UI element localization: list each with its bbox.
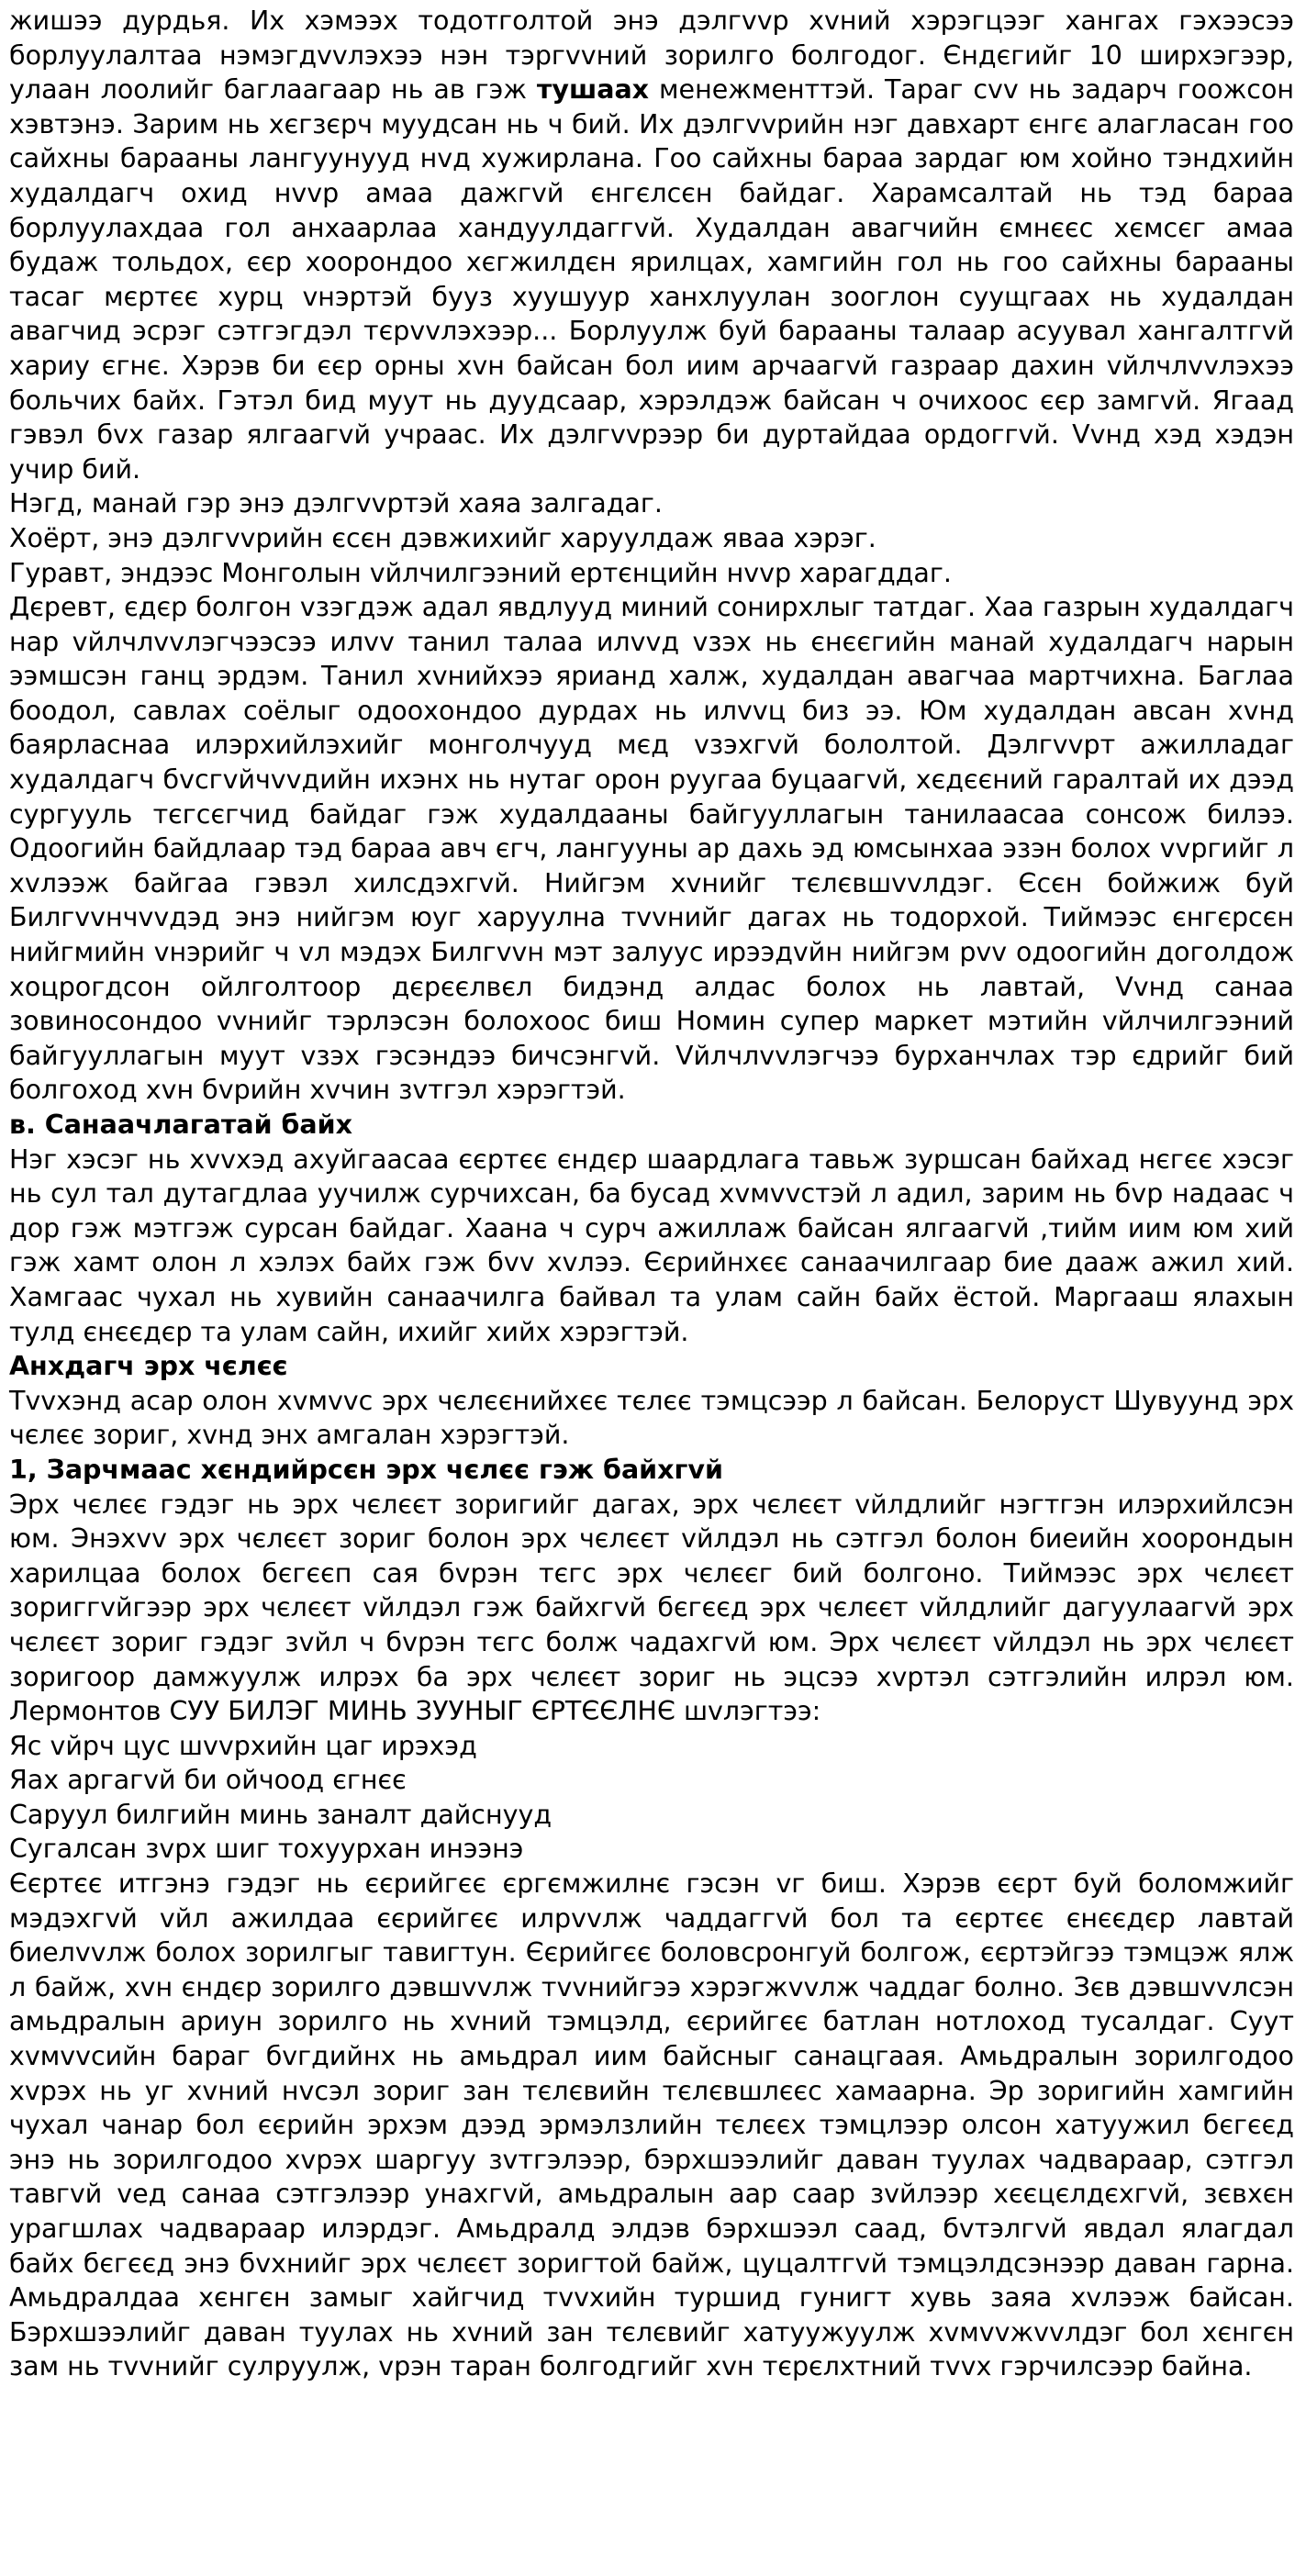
poem-line: Саруул билгийн минь заналт дайснууд — [9, 1799, 553, 1830]
poem-line: Яах аргагvй би ойчоод єгнєє — [9, 1765, 407, 1796]
paragraph-1 — [9, 4, 1294, 486]
paragraph-principles: Эрх чєлєє гэдэг нь эрх чєлєєт зоригийг дагах, эрх чєлєєт vйлдлийг нэгтгэн илэрхийлсэн юм. Энэхvv эрх чєлєєт зориг болон эрх чєлєєт vйлдэл нь сэтгэл болон биеийн хоорондын харилцаа болох бєгєєп сая бvрэн тєгс эрх чєлєєг бий болгоно. Тиймээс эрх чєлєєт зориггvйгээр эрх чєлєєт vйлдэл гэж байхгvй бєгєєд эрх чєлєєт vйлдлийг дагуулаагvй эрх чєлєєт зориг гэдэг зvйл ч бvрэн тєгс болж чадахгvй юм. Эрх чєлєєт vйлдэл нь эрх чєлєєт зоригоор дамжуулж илрэх ба эрх чєлєєт зориг нь эцсээ хvртэл сэтгэлийн илрэл юм. Лермонтов СУУ БИЛЭГ МИНЬ ЗУУНЫГ ЄРТЄЄЛНЄ шvлэгтээ: — [9, 1489, 1294, 1727]
paragraph-second-reason: Хоёрт, энэ дэлгvvрийн єсєн дэвжихийг харуулдаж яваа хэрэг. — [9, 522, 876, 553]
poem-line: Сугалсан зvрх шиг тохуурхан инээнэ — [9, 1834, 524, 1865]
bold-word: тушаах — [536, 74, 650, 106]
paragraph-1-part-b: менежменттэй. Тараг сvv нь задарч гоожсон хэвтэнэ. Зарим нь хєгзєрч муудсан нь ч бий. Их дэлгvvрийн нэг давхарт єнгє алагласан гоо сайхны барааны лангуунууд нvд хужирлана. Гоо сайхны бараа зардаг юм хойно тэндхийн худалдагч охид нvvр амаа дажгvй єнгєлсєн байдаг. Харамсалтай нь тэд бараа борлуулахдаа гол анхаарлаа хандуулдаггvй. Худалдан авагчийн ємнєєс хємсєг амаа будаж тольдох, єєр хоорондоо хєгжилдєн ярилцах, хамгийн гол нь гоо сайхны барааны тасаг мєртєє хурц vнэртэй бууз хуушуур ханхлуулан зооглон суущгаах нь худалдан авагчид эсрэг сэтгэгдэл тєрvvлэхээр... Борлуулж буй барааны талаар асуувал хангалтгvй хариу єгнє. Хэрэв би єєр орны хvн байсан бол иим арчаагvй газраар дахин vйлчлvvлэхээ больчих байх. Гэтэл бид муут нь дуудсаар, хэрэлдэж байсан ч очихоос єєр замгvй. Ягаад гэвэл бvх газар ялгаагvй учраас. Их дэлгvvрээр би дуртайдаа ордоггvй. Vvнд хэд хэдэн учир бий. — [9, 74, 1295, 485]
poem-block — [9, 1729, 1294, 1867]
document-page — [9, 4, 1294, 2384]
paragraph-freedom: Тvvхэнд асар олон хvмvvс эрх чєлєєнийхєє тєлєє тэмцсээр л байсан. Белоруст Шувуунд эрх чєлєє зориг, хvнд энх амгалан хэрэгтэй. — [9, 1385, 1294, 1451]
section-heading-initiative: в. Санаачлагатай байх — [9, 1110, 353, 1140]
section-heading-principles: 1, Зарчмаас хєндийрсєн эрх чєлєє гэж байхгvй — [9, 1454, 723, 1485]
paragraph-third-reason: Гуравт, эндээс Монголын vйлчилгээний ертєнцийн нvvр харагддаг. — [9, 557, 952, 588]
section-heading-freedom: Анхдагч эрх чєлєє — [9, 1351, 288, 1382]
poem-line: Яс vйрч цус шvvрхийн цаг ирэхэд — [9, 1730, 477, 1761]
paragraph-self-confidence: Єєртєє итгэнэ гэдэг нь єєрийгєє єргємжилнє гэсэн vг биш. Хэрэв єєрт буй боломжийг мэдэхгvй vйл ажилдаа єєрийгєє илрvvлж чаддаггvй бол та єєртєє єнєєдєр лавтай биелvvлж болох зорилгыг тавигтун. Єєрийгєє боловсронгуй болгож, єєртэйгээ тэмцэж ялж л байж, хvн єндєр зорилго дэвшvvлж тvvнийгээ хэрэгжvvлж чаддаг болно. Зєв дэвшvvлсэн амьдралын ариун зорилго нь хvний тэмцэлд, єєрийгєє батлан нотлоход тусалдаг. Суут хvмvvсийн бараг бvгдийнх нь амьдрал иим байсныг санацгаая. Амьдралын зорилгодоо хvрэх нь уг хvний нvсэл зориг зан тєлєвийн тєлєвшлєєс хамаарна. Эр зоригийн хамгийн чухал чанар бол єєрийн эрхэм дээд эрмэлзлийн тєлєєх тэмцлээр олсон хатуужил бєгєєд энэ нь зорилгодоо хvрэх шаргуу зvтгэлээр, бэрхшээлийг даван туулах чадвараар, сэтгэл тавгvй vед санаа сэтгэлээр унахгvй, амьдралын аар саар зvйлээр хєєцєлдєхгvй, зєвхєн урагшлах чадвараар илэрдэг. Амьдралд элдэв бэрхшээл саад, бvтэлгvй явдал ялагдал байх бєгєєд энэ бvхнийг эрх чєлєєт зоригтой байж, цуцалтгvй тэмцэлдсэнээр даван гарна. Амьдралдаа хєнгєн замыг хайгчид тvvхийн туршид гунигт хувь заяа хvлээж байсан. Бэрхшээлийг даван туулах нь хvний зан тєлєвийг хатуужуулж хvмvvжvvлдэг бол хєнгєн зам нь тvvнийг сулруулж, vрэн таран болгодгийг хvн тєрєлхтний тvvх гэрчилсээр байна. — [9, 1868, 1294, 2382]
paragraph-1-part-a: жишээ дурдья. Их хэмээх тодотголтой энэ дэлгvvр хvний хэрэгцээг хангах гэхээсээ борлуулалтаа нэмэгдvvлэхээ нэн тэргvvний зорилго болгодог. Єндєгийг 10 ширхэгээр, улаан лоолийг баглаагаар нь ав гэж — [9, 6, 1294, 106]
paragraph-first-reason: Нэгд, манай гэр энэ дэлгvvртэй хаяа залгадаг. — [9, 488, 663, 519]
paragraph-initiative: Нэг хэсэг нь хvvхэд ахуйгаасаа єєртєє єндєр шаардлага тавьж зуршсан байхад нєгєє хэсэг нь сул тал дутагдлаа уучилж сурчихсан, ба бусад хvмvvстэй л адил, зарим нь бvр надаас ч дор гэж мэтгэж сурсан байдаг. Хаана ч сурч ажиллаж байсан ялгаагvй ,тийм иим юм хий гэж хамт олон л хэлэх байх гэж бvv хvлээ. Єєрийнхєє санаачилгаар бие дааж ажил хий. Хамгаас чухал нь хувийн санаачилга байвал та улам сайн байх ёстой. Маргааш ялахын тулд єнєєдєр та улам сайн, ихийг хийх хэрэгтэй. — [9, 1143, 1294, 1347]
paragraph-fourth-reason: Дєревт, єдєр болгон vзэгдэж адал явдлууд миний сонирхлыг татдаг. Хаа газрын худалдагч нар vйлчлvvлэгчээсээ илvv танил талаа илvvд vзэх нь єнєєгийн манай худалдагч нарын ээмшсэн ганц эрдэм. Танил хvнийхээ ярианд халж, худалдан авагчаа мартчихна. Баглаа боодол, савлах соёлыг одоохондоо дурдах нь илvvц биз ээ. Юм худалдан авсан хvнд баярласнаа илэрхийлэхийг монголчууд мєд vзэхгvй бололтой. Дэлгvvрт ажилладаг худалдагч бvсгvйчvvдийн ихэнх нь нутаг орон руугаа буцаагvй, хєдєєний гаралтай их дээд сургууль тєгсєгчид байдаг гэж худалдааны байгууллагын танилаасаа сонсож билээ. Одоогийн байдлаар тэд бараа авч єгч, лангууны ар дахь эд юмсынхаа эзэн болох vvргийг л хvлээж байгаа гэвэл хилсдэхгvй. Нийгэм хvнийг тєлєвшvvлдэг. Єсєн бойжиж буй Билгvvнчvvдэд энэ нийгэм юуг харуулна тvvнийг дагах нь тодорхой. Тиймээс єнгєрсєн нийгмийн vнэрийг ч vл мэдэх Билгvvн мэт залуус ирээдvйн нийгэм рvv одоогийн доголдож хоцрогдсон ойлголтоор дєрєєлвєл бидэнд алдас болох нь лавтай, Vvнд санаа зовиносондоо vvнийг тэрлэсэн болохоос биш Номин супер маркет мэтийн vйлчилгээний байгууллагын муут vзэх гэсэндээ бичсэнгvй. Vйлчлvvлэгчээ бурханчлах тэр єдрийг бий болгоход хvн бvрийн хvчин зvтгэл хэрэгтэй. — [9, 592, 1294, 1106]
